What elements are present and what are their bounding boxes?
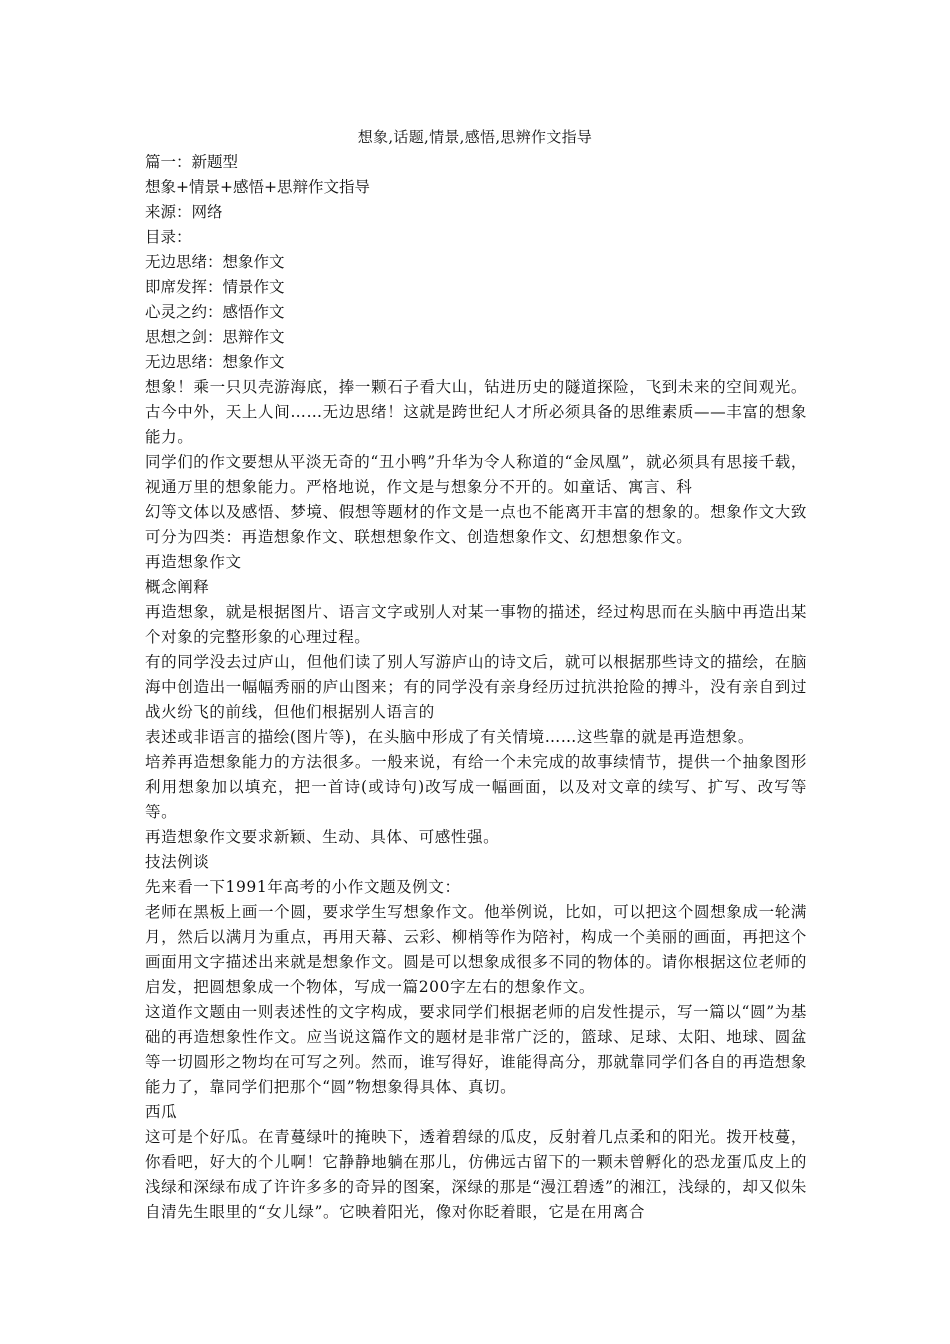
document-body (145, 150, 807, 1225)
paragraph: 再造想象，就是根据图片、语言文字或别人对某一事物的描述，经过构思而在头脑中再造出某个对象的完整形象的心理过程。 (145, 603, 807, 646)
paragraph: 这可是个好瓜。在青蔓绿叶的掩映下，透着碧绿的瓜皮，反射着几点柔和的阳光。拨开枝蔓，你看吧，好大的个儿啊！它静静地躺在那儿，仿佛远古留下的一颗未曾孵化的恐龙蛋瓜皮上的浅绿和深绿布成了许许多多的奇异的图案，深绿的那是“漫江碧透”的湘江，浅绿的，却又似朱自清先生眼里的“女儿绿”。它映着阳光，像对你眨着眼，它是在用离合 (145, 1128, 807, 1221)
subsection-heading: 概念阐释 (145, 578, 210, 596)
text-line-source: 来源：网络 (145, 203, 223, 221)
paragraph: 老师在黑板上画一个圆，要求学生写想象作文。他举例说，比如，可以把这个圆想象成一轮满月，然后以满月为重点，再用天幕、云彩、柳梢等作为陪衬，构成一个美丽的画面，再把这个画面用文字描述出来就是想象作文。圆是可以想象成很多不同的物体的。请你根据这位老师的启发，把圆想象成一个物体，写成一篇200字左右的想象作文。 (145, 903, 807, 996)
text-line-section-heading: 篇一：新题型 (145, 153, 239, 171)
toc-item: 无边思绪：想象作文 (145, 253, 285, 271)
paragraph: 先来看一下1991年高考的小作文题及例文： (145, 878, 461, 896)
paragraph: 同学们的作文要想从平淡无奇的“丑小鸭”升华为令人称道的“金凤凰”，就必须具有思接千载，视通万里的想象能力。严格地说，作文是与想象分不开的。如童话、寓言、科 (145, 453, 807, 496)
paragraph: 有的同学没去过庐山，但他们读了别人写游庐山的诗文后，就可以根据那些诗文的描绘，在脑海中创造出一幅幅秀丽的庐山图来；有的同学没有亲身经历过抗洪抢险的搏斗，没有亲自到过战火纷飞的前线，但他们根据别人语言的 (145, 653, 807, 721)
text-line-toc-heading: 目录： (145, 228, 192, 246)
toc-item: 即席发挥：情景作文 (145, 278, 285, 296)
paragraph: 表述或非语言的描绘(图片等)，在头脑中形成了有关情境……这些靠的就是再造想象。 (145, 728, 754, 746)
paragraph: 培养再造想象能力的方法很多。一般来说，有给一个未完成的故事续情节，提供一个抽象图形利用想象加以填充，把一首诗(或诗句)改写成一幅画面，以及对文章的续写、扩写、改写等等。 (145, 753, 807, 821)
toc-item: 心灵之约：感悟作文 (145, 303, 285, 321)
toc-item: 思想之剑：思辩作文 (145, 328, 285, 346)
paragraph: 这道作文题由一则表述性的文字构成，要求同学们根据老师的启发性提示，写一篇以“圆”为基础的再造想象性作文。应当说这篇作文的题材是非常广泛的，篮球、足球、太阳、地球、圆盆等一切圆形之物均在可写之列。然而，谁写得好，谁能得高分，那就靠同学们各自的再造想象能力了，靠同学们把那个“圆”物想象得具体、真切。 (145, 1003, 807, 1096)
subsection-heading: 技法例谈 (145, 853, 210, 871)
section-heading: 再造想象作文 (145, 553, 242, 571)
paragraph: 再造想象作文要求新颖、生动、具体、可感性强。 (145, 828, 500, 846)
chapter-heading: 无边思绪：想象作文 (145, 353, 285, 371)
paragraph: 幻等文体以及感悟、梦境、假想等题材的作文是一点也不能离开丰富的想象的。想象作文大致可分为四类：再造想象作文、联想想象作文、创造想象作文、幻想想象作文。 (145, 503, 807, 546)
text-line-subtitle: 想象+情景+感悟+思辩作文指导 (145, 178, 370, 196)
document-title: 想象,话题,情景,感悟,思辨作文指导 (357, 128, 593, 146)
paragraph: 想象！乘一只贝壳游海底，捧一颗石子看大山，钻进历史的隧道探险，飞到未来的空间观光。古今中外，天上人间……无边思绪！这就是跨世纪人才所必须具备的思维素质——丰富的想象能力。 (145, 378, 807, 446)
example-title: 西瓜 (145, 1103, 178, 1121)
